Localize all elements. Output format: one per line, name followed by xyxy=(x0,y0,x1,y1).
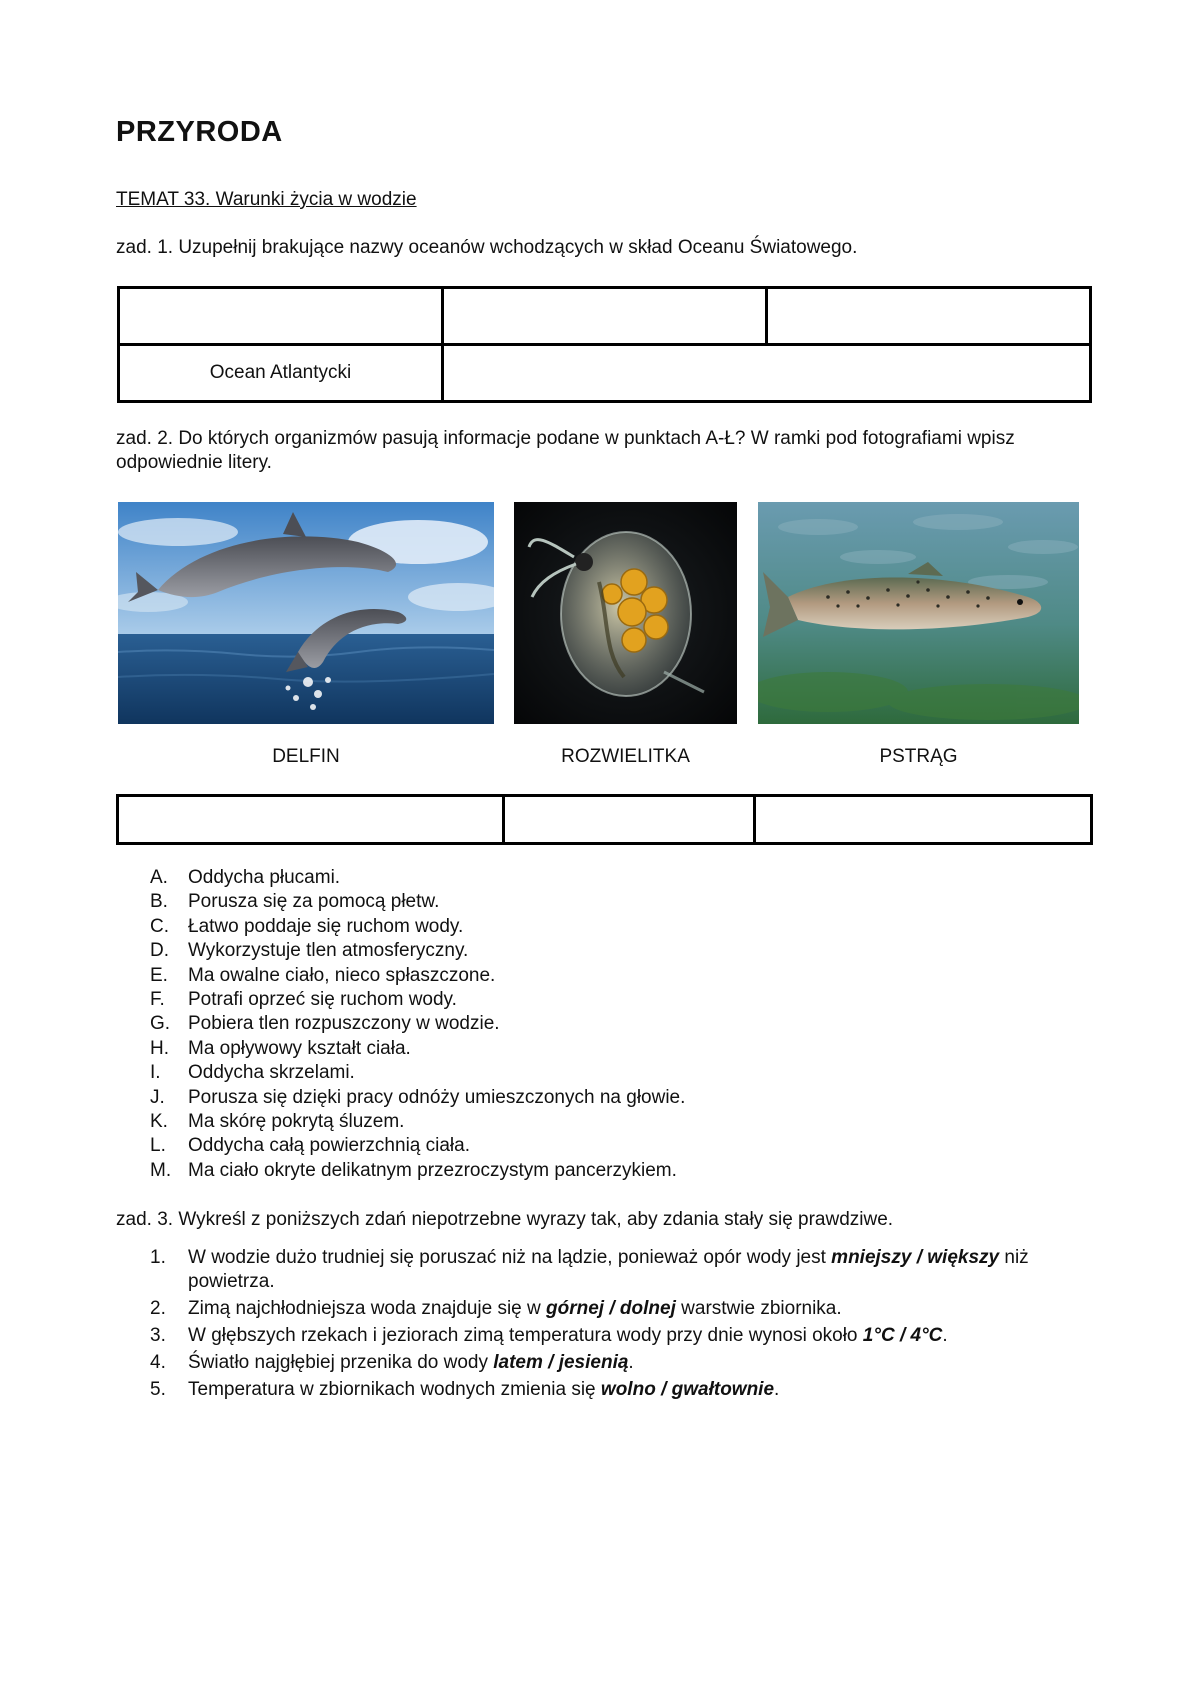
properties-list xyxy=(150,866,685,1183)
list-item xyxy=(150,1134,685,1158)
sentence-number: 1. xyxy=(150,1247,166,1268)
item-text: Porusza się za pomocą płetw. xyxy=(188,891,440,913)
list-item xyxy=(150,915,685,939)
sentence-text: Światło najgłębiej przenika do wody xyxy=(188,1352,494,1373)
list-item xyxy=(150,939,685,963)
item-letter: J. xyxy=(150,1086,165,1108)
task1-instruction: zad. 1. Uzupełnij brakujące nazwy oceanów wchodzących w skład Oceanu Światowego. xyxy=(116,237,858,258)
item-text: Ma skórę pokrytą śluzem. xyxy=(188,1111,405,1133)
ocean-cell: Ocean Atlantycki xyxy=(119,345,443,402)
item-text: Łatwo poddaje się ruchom wody. xyxy=(188,915,464,937)
item-letter: H. xyxy=(150,1037,169,1059)
list-item xyxy=(150,890,685,914)
item-text: Ma owalne ciało, nieco spłaszczone. xyxy=(188,964,496,986)
dolphin-caption: DELFIN xyxy=(272,746,340,767)
item-letter: D. xyxy=(150,940,169,962)
item-text: Oddycha skrzelami. xyxy=(188,1062,355,1084)
item-letter: G. xyxy=(150,1013,171,1035)
item-letter: L. xyxy=(150,1135,166,1157)
trout-caption: PSTRĄG xyxy=(879,746,958,767)
item-letter: M. xyxy=(150,1159,172,1181)
answers-table xyxy=(116,794,1093,845)
sentence-options[interactable]: wolno / gwałtownie xyxy=(600,1379,775,1400)
task2-instruction: zad. 2. Do których organizmów pasują informacje podane w punktach A-Ł? W ramki pod fotografiami wpisz odpowiednie litery. xyxy=(116,428,1015,473)
list-item xyxy=(150,866,685,890)
item-text: Pobiera tlen rozpuszczony w wodzie. xyxy=(188,1013,500,1035)
sentence-text: W wodzie dużo trudniej się poruszać niż na lądzie, ponieważ opór wody jest xyxy=(188,1247,832,1268)
item-text: Potrafi oprzeć się ruchom wody. xyxy=(188,989,457,1011)
item-text: Oddycha całą powierzchnią ciała. xyxy=(188,1135,470,1157)
daphnia-answer-box[interactable] xyxy=(504,796,755,844)
list-item xyxy=(150,1086,685,1110)
item-letter: F. xyxy=(150,989,165,1011)
item-letter: B. xyxy=(150,891,168,913)
task3-instruction: zad. 3. Wykreśl z poniższych zdań niepotrzebne wyrazy tak, aby zdania stały się prawdziwe. xyxy=(116,1209,894,1230)
list-item xyxy=(150,964,685,988)
trout-answer-box[interactable] xyxy=(755,796,1092,844)
list-item xyxy=(150,1110,685,1134)
daphnia-photo xyxy=(514,502,737,724)
oceans-table xyxy=(117,286,1092,403)
list-item xyxy=(150,1012,685,1036)
list-item xyxy=(150,1061,685,1085)
item-letter: E. xyxy=(150,964,168,986)
item-letter: C. xyxy=(150,915,169,937)
sentence-text: niż powietrza. xyxy=(188,1247,1029,1292)
list-item xyxy=(150,1297,1095,1321)
subject-heading: PRZYRODA xyxy=(116,116,283,148)
ocean-cell[interactable] xyxy=(119,288,443,345)
trout-photo xyxy=(758,502,1079,724)
item-text: Ma ciało okryte delikatnym przezroczystym pancerzykiem. xyxy=(188,1159,677,1181)
item-letter: K. xyxy=(150,1111,168,1133)
list-item xyxy=(150,1037,685,1061)
table-row xyxy=(119,345,1091,402)
sentence-options[interactable]: mniejszy / większy xyxy=(831,1247,1000,1268)
ocean-cell[interactable] xyxy=(443,345,1091,402)
list-item xyxy=(150,1351,1095,1375)
sentence-number: 3. xyxy=(150,1325,166,1346)
sentence-number: 2. xyxy=(150,1298,166,1319)
item-text: Oddycha płucami. xyxy=(188,867,341,888)
list-item xyxy=(150,1324,1095,1348)
sentence-options[interactable]: górnej / dolnej xyxy=(546,1298,676,1319)
dolphin-answer-box[interactable] xyxy=(118,796,504,844)
topic-title: TEMAT 33. Warunki życia w wodzie xyxy=(116,189,417,210)
sentence-text: Zimą najchłodniejsza woda znajduje się w xyxy=(188,1298,547,1319)
ocean-cell[interactable] xyxy=(767,288,1091,345)
item-text: Wykorzystuje tlen atmosferyczny. xyxy=(188,940,469,962)
list-item xyxy=(150,1378,1095,1402)
table-row xyxy=(119,288,1091,345)
dolphin-photo xyxy=(118,502,494,724)
sentences-list xyxy=(150,1246,1095,1405)
ocean-cell[interactable] xyxy=(443,288,767,345)
sentence-text: . xyxy=(942,1325,948,1346)
sentence-options[interactable]: latem / jesienią xyxy=(493,1352,629,1373)
sentence-text: Temperatura w zbiornikach wodnych zmienia się xyxy=(188,1379,601,1400)
item-letter: A. xyxy=(150,867,168,888)
list-item xyxy=(150,988,685,1012)
item-letter: I. xyxy=(150,1062,161,1084)
sentence-text: . xyxy=(628,1352,634,1373)
item-text: Porusza się dzięki pracy odnóży umieszczonych na głowie. xyxy=(188,1086,686,1108)
item-text: Ma opływowy kształt ciała. xyxy=(188,1037,411,1059)
sentence-text: warstwie zbiornika. xyxy=(675,1298,842,1319)
sentence-number: 4. xyxy=(150,1352,166,1373)
daphnia-caption: ROZWIELITKA xyxy=(561,746,690,767)
list-item xyxy=(150,1159,685,1183)
sentence-text: W głębszych rzekach i jeziorach zimą temperatura wody przy dnie wynosi około xyxy=(188,1325,863,1346)
sentence-text: . xyxy=(774,1379,780,1400)
list-item xyxy=(150,1246,1095,1294)
table-row xyxy=(118,796,1092,844)
sentence-number: 5. xyxy=(150,1379,166,1400)
sentence-options[interactable]: 1°C / 4°C xyxy=(862,1325,943,1346)
